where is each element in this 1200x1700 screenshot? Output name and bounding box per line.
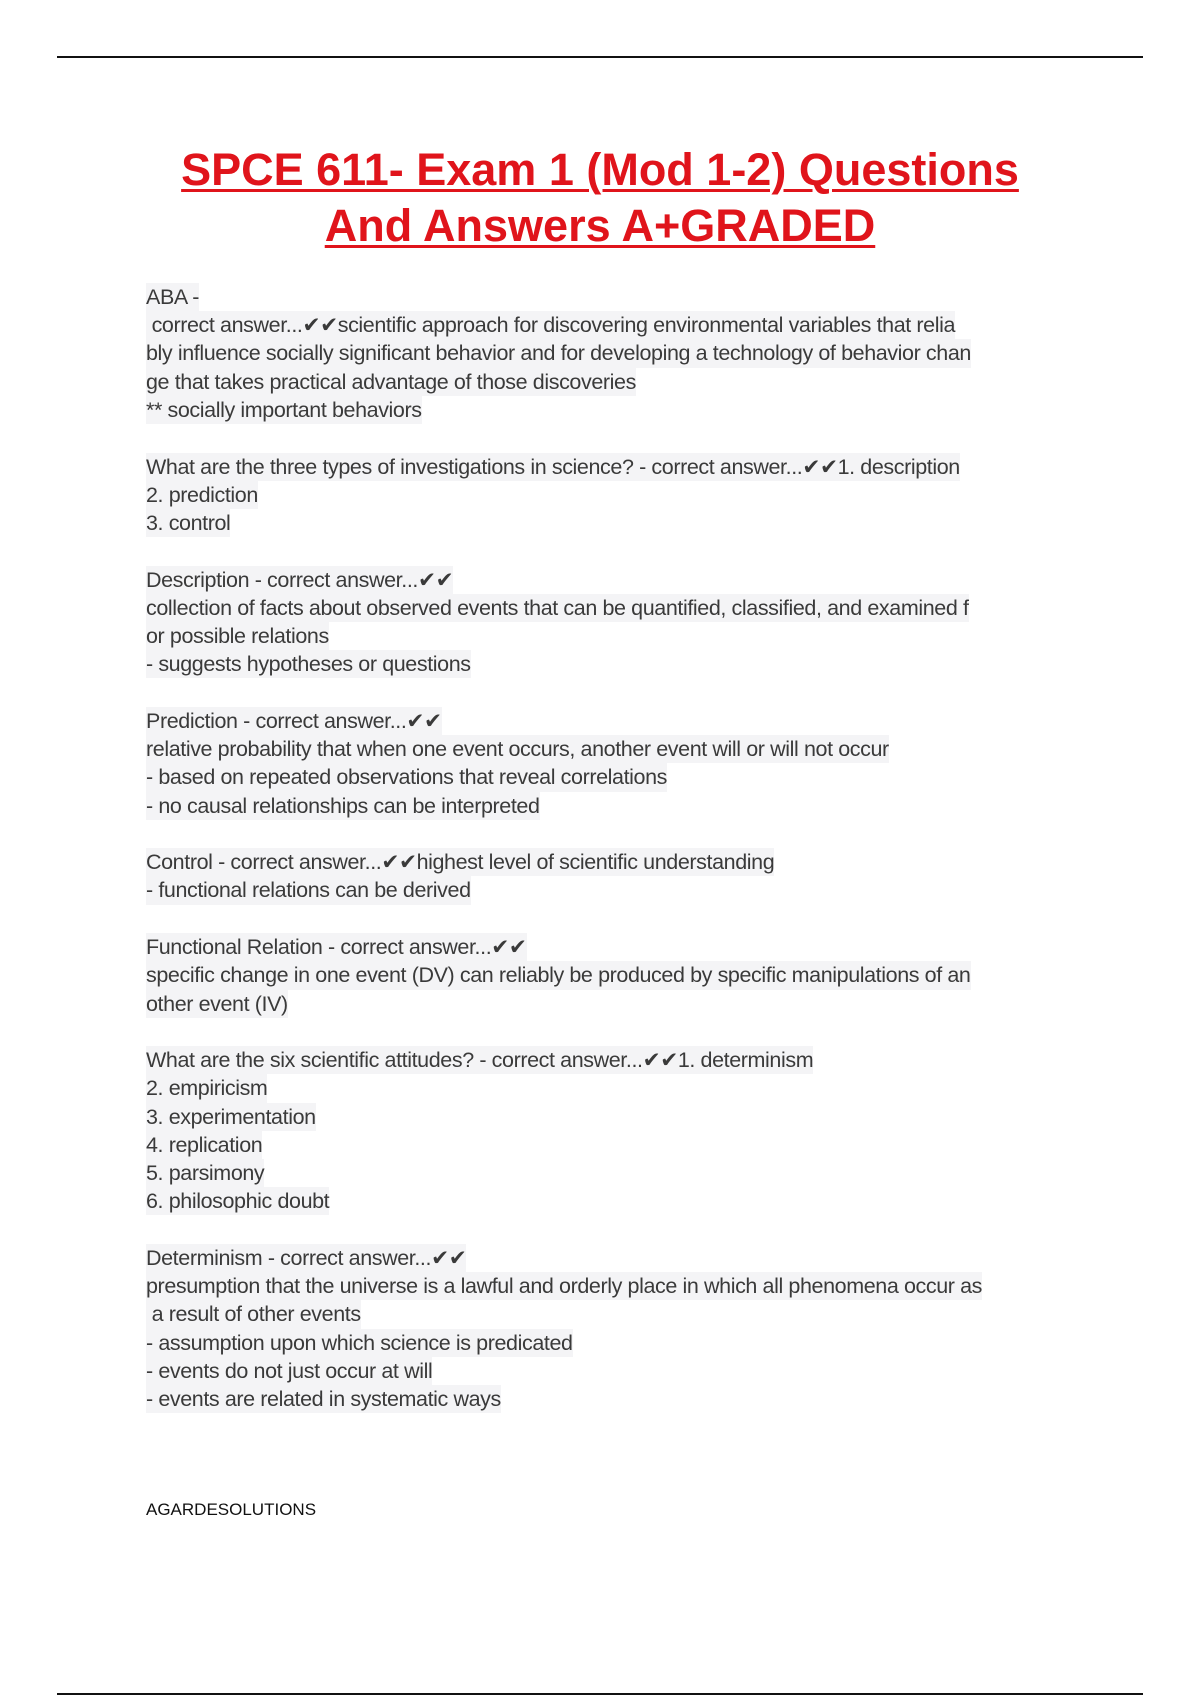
answer-line: 2. prediction bbox=[146, 481, 258, 509]
answer-line: ge that takes practical advantage of those discoveries bbox=[146, 368, 636, 396]
answer-line: - events do not just occur at will bbox=[146, 1357, 432, 1385]
title-line-2: And Answers A+GRADED bbox=[324, 200, 876, 251]
qa-entry bbox=[146, 1046, 1086, 1215]
qa-entry bbox=[146, 707, 1086, 820]
question-line: Control - correct answer...✔✔highest level of scientific understanding bbox=[146, 848, 774, 876]
qa-entry bbox=[146, 283, 1086, 424]
qa-entry bbox=[146, 933, 1086, 1018]
answer-line: 3. control bbox=[146, 509, 230, 537]
answer-line: a result of other events bbox=[146, 1300, 361, 1328]
answer-line: - suggests hypotheses or questions bbox=[146, 650, 471, 678]
answer-line: 2. empiricism bbox=[146, 1074, 267, 1102]
answer-line: ** socially important behaviors bbox=[146, 396, 422, 424]
answer-line: - functional relations can be derived bbox=[146, 876, 471, 904]
question-line: Determinism - correct answer...✔✔ bbox=[146, 1244, 466, 1272]
answer-line: 5. parsimony bbox=[146, 1159, 264, 1187]
question-line: What are the six scientific attitudes? - correct answer...✔✔1. determinism bbox=[146, 1046, 813, 1074]
answer-line: 3. experimentation bbox=[146, 1103, 316, 1131]
answer-line: presumption that the universe is a lawful and orderly place in which all phenomena occur as bbox=[146, 1272, 982, 1300]
question-line: Functional Relation - correct answer...✔✔ bbox=[146, 933, 527, 961]
answer-line: - events are related in systematic ways bbox=[146, 1385, 501, 1413]
answer-line: relative probability that when one event occurs, another event will or will not occur bbox=[146, 735, 889, 763]
answer-line: - no causal relationships can be interpreted bbox=[146, 792, 540, 820]
qa-entry bbox=[146, 848, 1086, 904]
answer-line: or possible relations bbox=[146, 622, 329, 650]
answer-line: - based on repeated observations that reveal correlations bbox=[146, 763, 667, 791]
question-line: Prediction - correct answer...✔✔ bbox=[146, 707, 442, 735]
title-line-1: SPCE 611- Exam 1 (Mod 1-2) Questions bbox=[181, 144, 1019, 195]
question-line: What are the three types of investigations in science? - correct answer...✔✔1. description bbox=[146, 453, 960, 481]
answer-line: correct answer...✔✔scientific approach for discovering environmental variables that relia bbox=[146, 311, 955, 339]
question-line: ABA - bbox=[146, 283, 199, 311]
qa-entry bbox=[146, 1244, 1086, 1413]
bottom-rule bbox=[57, 1693, 1143, 1695]
answer-line: - assumption upon which science is predicated bbox=[146, 1329, 573, 1357]
answer-line: bly influence socially significant behavior and for developing a technology of behavior chan bbox=[146, 339, 971, 367]
top-rule bbox=[57, 56, 1143, 58]
answer-line: 4. replication bbox=[146, 1131, 262, 1159]
footer-watermark: AGARDESOLUTIONS bbox=[146, 1500, 317, 1519]
answer-line: 6. philosophic doubt bbox=[146, 1187, 329, 1215]
document-title bbox=[0, 142, 1200, 254]
answer-line: specific change in one event (DV) can reliably be produced by specific manipulations of an bbox=[146, 961, 971, 989]
answer-line: collection of facts about observed events that can be quantified, classified, and examined f bbox=[146, 594, 969, 622]
qa-entry bbox=[146, 453, 1086, 538]
answer-line: other event (IV) bbox=[146, 990, 288, 1018]
qa-list bbox=[146, 283, 1086, 1442]
qa-entry bbox=[146, 566, 1086, 679]
question-line: Description - correct answer...✔✔ bbox=[146, 566, 453, 594]
